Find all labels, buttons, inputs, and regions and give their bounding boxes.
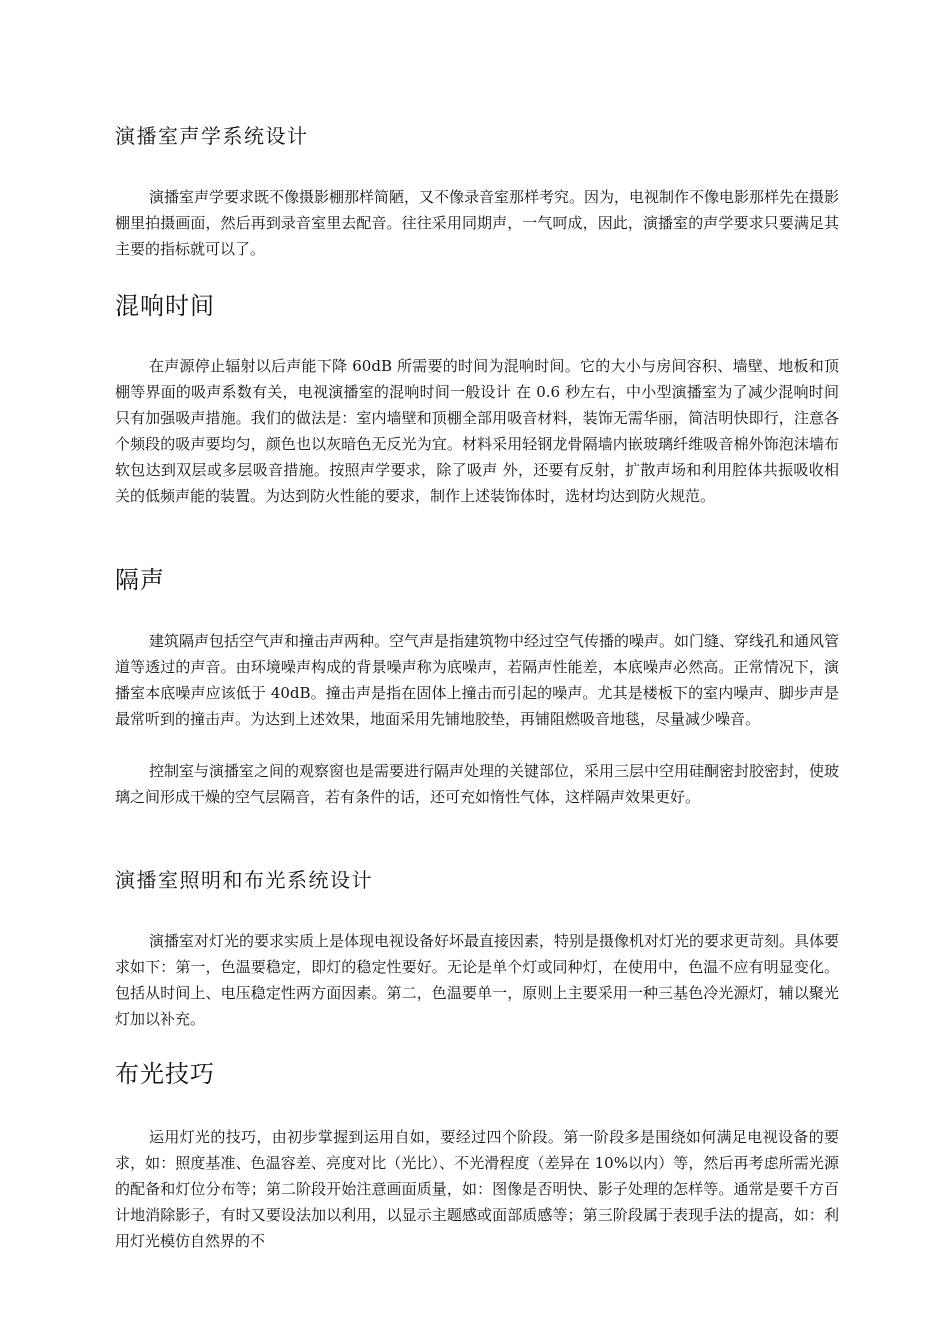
section-heading-lighting-techniques: 布光技巧 (115, 1060, 215, 1088)
document-page (115, 0, 839, 1344)
section-heading-studio-acoustics: 演播室声学系统设计 (115, 124, 309, 148)
paragraph-sound-insulation-2: 控制室与演播室之间的观察窗也是需要进行隔声处理的关键部位，采用三层中空用硅酮密封胶密封，使玻璃之间形成干燥的空气层隔音，若有条件的话，还可充如惰性气体，这样隔声效果更好。 (115, 762, 840, 806)
paragraph-lighting-techniques: 运用灯光的技巧，由初步掌握到运用自如，要经过四个阶段。第一阶段多是围绕如何满足电视设备的要求，如：照度基准、色温容差、亮度对比（光比）、不光滑程度（差异在 10%以内）等，然后再考虑所需光源的配备和灯位分布等；第二阶段开始注意画面质量，如：图像是否明快、影子处理的怎样等。通常是要千方百计地消除影子，有时又要设法加以利用，以显示主题感或面部质感等；第三阶段属于表现手法的提高，如：利用灯光模仿自然界的不 (115, 1128, 839, 1250)
section-heading-lighting-design: 演播室照明和布光系统设计 (115, 868, 373, 892)
paragraph-lighting-design: 演播室对灯光的要求实质上是体现电视设备好坏最直接因素，特别是摄像机对灯光的要求更苛刻。具体要求如下：第一，色温要稳定，即灯的稳定性要好。无论是单个灯或同种灯，在使用中，色温不应有明显变化。包括从时间上、电压稳定性两方面因素。第二，色温要单一，原则上主要采用一种三基色冷光源灯，辅以聚光灯加以补充。 (115, 932, 840, 1028)
paragraph-studio-acoustics: 演播室声学要求既不像摄影棚那样简陋，又不像录音室那样考究。因为，电视制作不像电影那样先在摄影棚里拍摄画面，然后再到录音室里去配音。往往采用同期声，一气呵成，因此，演播室的声学要求只要满足其主要的指标就可以了。 (115, 188, 840, 258)
paragraph-reverberation-time: 在声源停止辐射以后声能下降 60dB 所需要的时间为混响时间。它的大小与房间容积、墙壁、地板和顶棚等界面的吸声系数有关，电视演播室的混响时间一般设计 在 0.6 秒左右，中小型演播室为了减少混响时间只有加强吸声措施。我们的做法是：室内墙壁和顶棚全部用吸音材料，装饰无需华丽，简洁明快即行，注意各个频段的吸声要均匀，颜色也以灰暗色无反光为宜。材料采用轻钢龙骨隔墙内嵌玻璃纤维吸音棉外饰泡沫墙布软包达到双层或多层吸音措施。按照声学要求，除了吸声 外，还要有反射，扩散声场和利用腔体共振吸收相关的低频声能的装置。为达到防火性能的要求，制作上述装饰体时，选材均达到防火规范。 (115, 357, 839, 505)
paragraph-sound-insulation-1: 建筑隔声包括空气声和撞击声两种。空气声是指建筑物中经过空气传播的噪声。如门缝、穿线孔和通风管道等透过的声音。由环境噪声构成的背景噪声称为底噪声，若隔声性能差，本底噪声必然高。正常情况下，演播室本底噪声应该低于 40dB。撞击声是指在固体上撞击而引起的噪声。尤其是楼板下的室内噪声、脚步声是最常听到的撞击声。为达到上述效果，地面采用先铺地胶垫，再铺阻燃吸音地毯，尽量减少噪音。 (115, 632, 840, 728)
section-heading-reverberation-time: 混响时间 (115, 292, 215, 320)
section-heading-sound-insulation: 隔声 (115, 566, 165, 594)
